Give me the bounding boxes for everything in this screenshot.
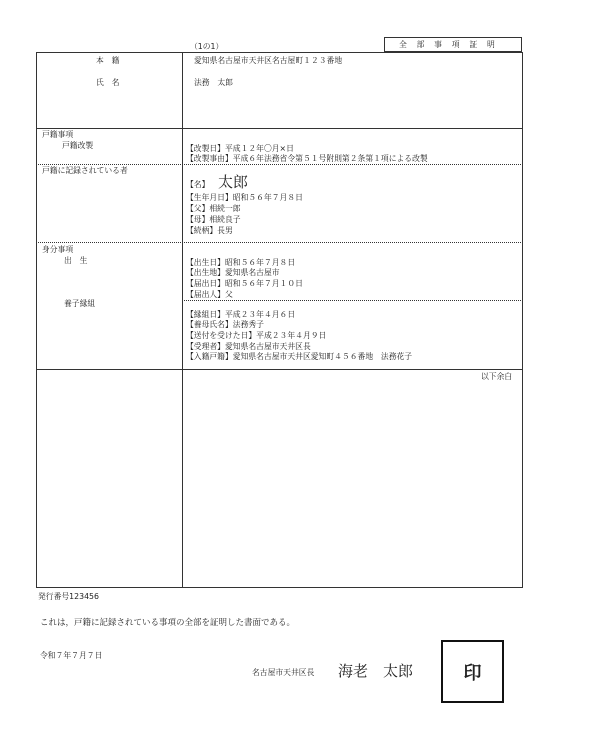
separator-koseki bbox=[36, 128, 523, 129]
column-divider bbox=[182, 52, 183, 588]
adoption-label: 養子縁組 bbox=[64, 299, 96, 308]
mibun-jiko-label: 身分事項 bbox=[42, 245, 74, 254]
birth-line-1: 【出生日】昭和５６年７月８日 bbox=[186, 258, 296, 267]
shimei-label: 氏 名 bbox=[96, 78, 120, 87]
birth-line-4: 【届出人】父 bbox=[186, 290, 233, 299]
certificate-type: 全 部 事 項 証 明 bbox=[399, 40, 496, 49]
seal-text: 印 bbox=[463, 662, 482, 684]
separator-remainder bbox=[36, 369, 523, 370]
remainder-note: 以下余白 bbox=[481, 372, 513, 381]
relationship: 【続柄】長男 bbox=[186, 226, 233, 235]
adoption-line-4: 【受理者】愛知県名古屋市天井区長 bbox=[186, 342, 311, 351]
separator-mibun bbox=[36, 242, 523, 243]
separator-adoption bbox=[182, 300, 523, 301]
issue-date: 令和７年７月７日 bbox=[40, 651, 103, 660]
birth-line-3: 【届出日】昭和５６年７月１０日 bbox=[186, 279, 303, 288]
kaisei-reason: 【改製事由】平成６年法務省令第５１号附則第２条第１項による改製 bbox=[186, 154, 428, 163]
adoption-line-5: 【入籍戸籍】愛知県名古屋市天井区愛知町４５６番地 法務花子 bbox=[186, 352, 413, 361]
page-count: （1の1） bbox=[190, 42, 224, 51]
issuer-title: 名古屋市天井区長 bbox=[252, 668, 315, 677]
mother: 【母】相続良子 bbox=[186, 215, 241, 224]
person-name: 太郎 bbox=[218, 173, 249, 191]
koseki-kaisei-label: 戸籍改製 bbox=[62, 141, 94, 150]
register-form bbox=[36, 52, 523, 588]
shimei-value: 法務 太郎 bbox=[194, 78, 233, 87]
birth-label: 出 生 bbox=[64, 256, 88, 265]
issuer-name: 海老 太郎 bbox=[338, 662, 414, 680]
name-tag: 【名】 bbox=[186, 180, 210, 189]
birth-date: 【生年月日】昭和５６年７月８日 bbox=[186, 193, 303, 202]
issue-number: 発行番号123456 bbox=[38, 592, 99, 601]
honseki-label: 本 籍 bbox=[96, 56, 120, 65]
honseki-value: 愛知県名古屋市天井区名古屋町１２３番地 bbox=[194, 56, 343, 65]
adoption-line-3: 【送付を受けた日】平成２３年４月９日 bbox=[186, 331, 327, 340]
person-label: 戸籍に記録されている者 bbox=[42, 166, 128, 175]
adoption-line-2: 【養母氏名】法務秀子 bbox=[186, 320, 264, 329]
kaisei-date: 【改製日】平成１２年〇月×日 bbox=[186, 144, 294, 153]
certification-text: これは，戸籍に記録されている事項の全部を証明した書面である。 bbox=[40, 618, 296, 628]
koseki-jiko-label: 戸籍事項 bbox=[42, 130, 74, 139]
certificate-type-box bbox=[384, 37, 522, 52]
birth-line-2: 【出生地】愛知県名古屋市 bbox=[186, 268, 280, 277]
official-seal bbox=[441, 640, 504, 703]
father: 【父】相続一郎 bbox=[186, 204, 241, 213]
adoption-line-1: 【縁組日】平成２３年４月６日 bbox=[186, 310, 296, 319]
separator-person bbox=[36, 164, 523, 165]
